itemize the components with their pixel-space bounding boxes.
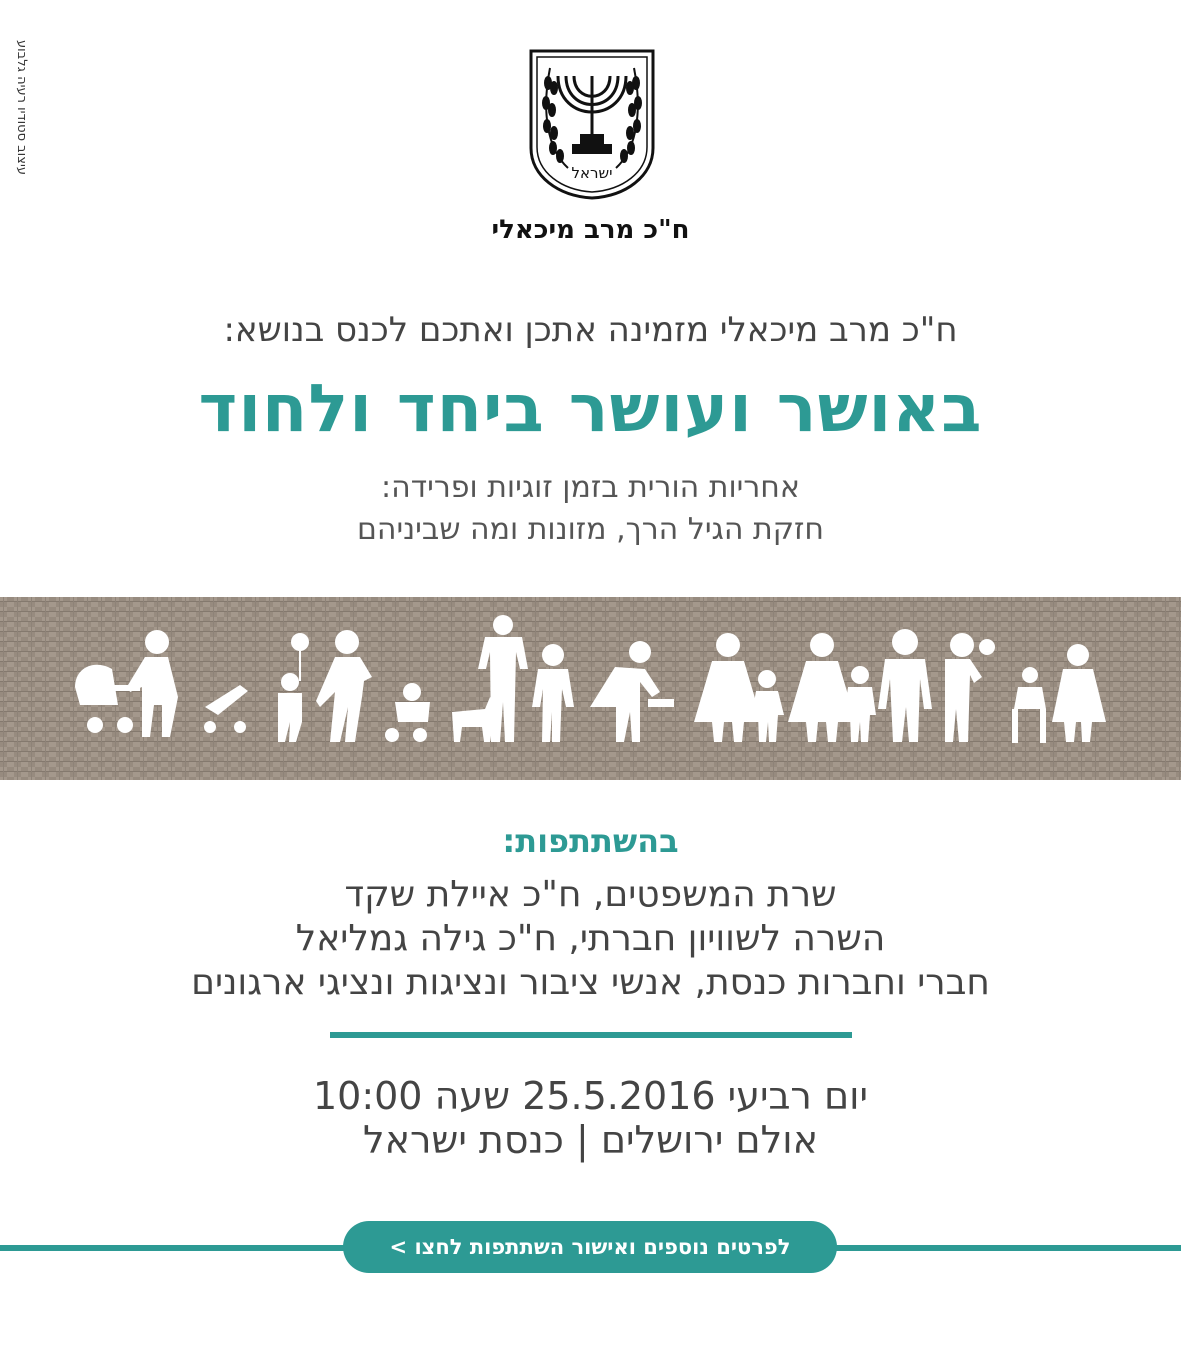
invitation-line: ח"כ מרב מיכאלי מזמינה אתכן ואתכם לכנס בנושא:: [223, 310, 958, 350]
mk-name: ח"כ מרב מיכאלי: [491, 215, 690, 245]
family-pictograms-banner: [0, 597, 1181, 780]
event-title: באושר ועושר ביחד ולחוד: [198, 370, 983, 447]
event-subtitle-2: חזקת הגיל הרך, מזונות ומה שביניהם: [356, 512, 825, 547]
designer-credit-text: עיצוב סטודיו רעיה גלבוע: [14, 40, 29, 175]
participant-line: השרה לשוויון חברתי, ח"כ גילה גמליאל: [295, 918, 886, 959]
rsvp-button[interactable]: לפרטים נוספים ואישור השתתפות לחצו >: [343, 1221, 837, 1273]
state-emblem-icon: [528, 48, 656, 200]
divider-line: [330, 1032, 852, 1038]
svg-text:ישראל: ישראל: [571, 164, 613, 182]
event-location: אולם ירושלים | כנסת ישראל: [362, 1118, 819, 1162]
event-date-time: יום רביעי 25.5.2016 שעה 10:00: [312, 1074, 869, 1118]
participation-heading: בהשתתפות:: [502, 822, 679, 860]
participant-line: שרת המשפטים, ח"כ איילת שקד: [344, 874, 837, 915]
participant-line: חברי וחברות כנסת, אנשי ציבור ונציגות ונציגי ארגונים: [191, 962, 990, 1003]
event-subtitle-1: אחריות הורית בזמן זוגיות ופרידה:: [381, 470, 800, 505]
